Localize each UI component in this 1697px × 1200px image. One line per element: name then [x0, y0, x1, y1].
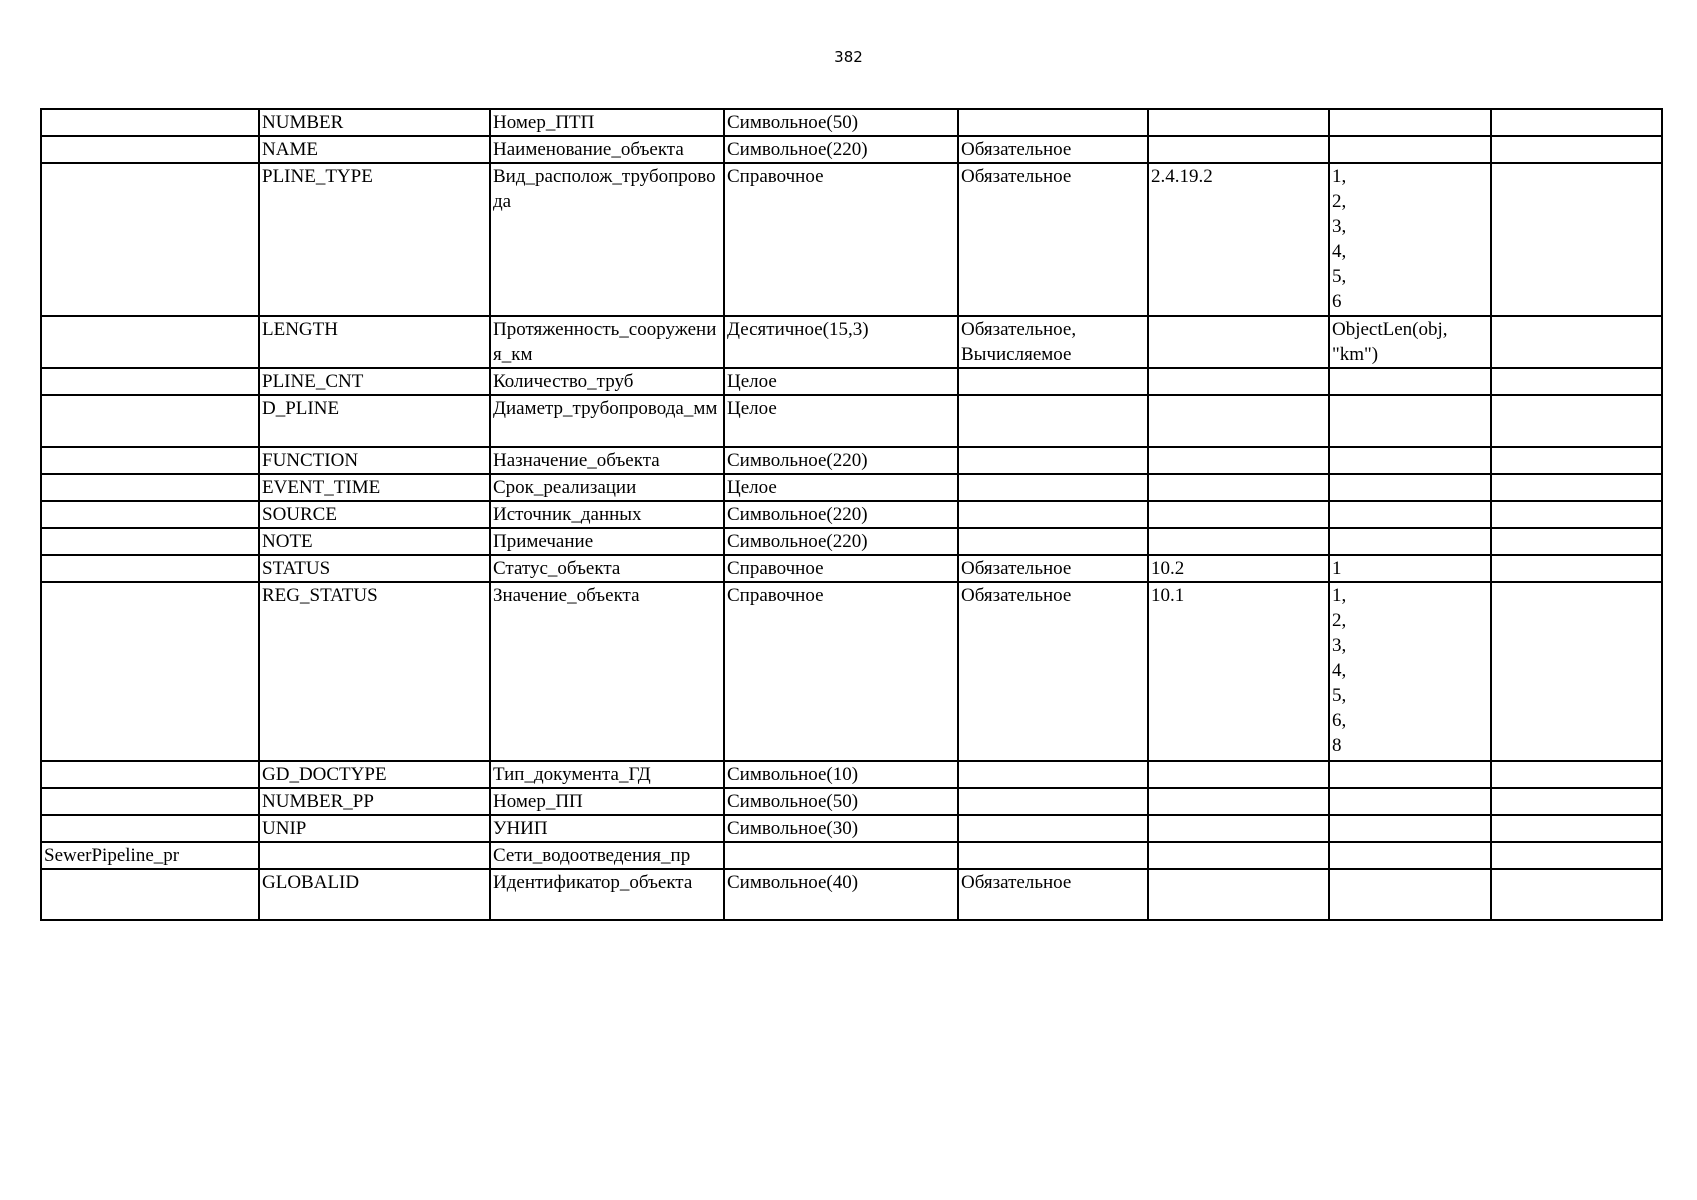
field-name-text: GLOBALID: [262, 872, 360, 893]
note-cell: [1491, 474, 1662, 501]
data-type-text: Символьное(50): [727, 791, 859, 812]
allowed-values-cell: [1329, 474, 1491, 501]
field-alias-text: Идентификатор_объекта: [493, 872, 693, 893]
data-type-text: Символьное(220): [727, 139, 868, 160]
field-name-text: D_PLINE: [262, 398, 340, 419]
data-type-cell: [724, 316, 958, 368]
field-name-cell: [259, 368, 490, 395]
note-cell: [1491, 395, 1662, 447]
table-row: [41, 316, 1662, 368]
requirement-text: Обязательное: [961, 558, 1072, 579]
field-name-text: NAME: [262, 139, 318, 160]
field-alias-text: Вид_располож_трубопровода: [493, 166, 716, 212]
table-row: [41, 474, 1662, 501]
field-alias-cell: [490, 109, 724, 136]
field-name-text: STATUS: [262, 558, 331, 579]
field-alias-cell: [490, 788, 724, 815]
field-alias-cell: [490, 842, 724, 869]
note-cell: [1491, 788, 1662, 815]
table-row: [41, 869, 1662, 920]
layer-name-cell: [41, 555, 259, 582]
classifier-ref-cell: [1148, 788, 1329, 815]
field-alias-text: Диаметр_трубопровода_мм: [493, 398, 718, 419]
data-type-text: Символьное(220): [727, 504, 868, 525]
data-type-cell: [724, 163, 958, 316]
field-name-cell: [259, 501, 490, 528]
allowed-values-cell: [1329, 528, 1491, 555]
classifier-ref-text: 10.2: [1151, 558, 1185, 579]
allowed-values-cell: [1329, 136, 1491, 163]
field-alias-text: УНИП: [493, 818, 548, 839]
data-type-text: Справочное: [727, 558, 824, 579]
layer-name-cell: [41, 528, 259, 555]
layer-name-cell: [41, 869, 259, 920]
data-type-cell: [724, 395, 958, 447]
table-row: [41, 761, 1662, 788]
note-cell: [1491, 555, 1662, 582]
table-row: [41, 788, 1662, 815]
field-alias-cell: [490, 761, 724, 788]
allowed-values-cell: [1329, 447, 1491, 474]
allowed-values-cell: [1329, 395, 1491, 447]
field-name-cell: [259, 761, 490, 788]
data-type-cell: [724, 788, 958, 815]
requirement-cell: [958, 447, 1148, 474]
classifier-ref-text: 2.4.19.2: [1151, 166, 1213, 187]
field-alias-cell: [490, 528, 724, 555]
data-type-text: Символьное(30): [727, 818, 859, 839]
table-row: [41, 555, 1662, 582]
field-alias-cell: [490, 555, 724, 582]
note-cell: [1491, 842, 1662, 869]
classifier-ref-cell: [1148, 447, 1329, 474]
allowed-values-text: ObjectLen(obj, "km"): [1332, 319, 1448, 365]
layer-name-cell: [41, 316, 259, 368]
note-cell: [1491, 316, 1662, 368]
classifier-ref-cell: [1148, 528, 1329, 555]
table-row: [41, 368, 1662, 395]
table-row: [41, 136, 1662, 163]
note-cell: [1491, 109, 1662, 136]
field-alias-text: Источник_данных: [493, 504, 642, 525]
table-row: [41, 582, 1662, 761]
requirement-cell: [958, 136, 1148, 163]
note-cell: [1491, 501, 1662, 528]
data-type-cell: [724, 582, 958, 761]
allowed-values-cell: [1329, 582, 1491, 761]
field-alias-cell: [490, 474, 724, 501]
layer-name-cell: [41, 395, 259, 447]
layer-name-cell: [41, 501, 259, 528]
classifier-ref-cell: [1148, 316, 1329, 368]
data-type-text: Символьное(220): [727, 531, 868, 552]
requirement-text: Обязательное: [961, 166, 1072, 187]
classifier-ref-cell: [1148, 395, 1329, 447]
requirement-text: Обязательное: [961, 585, 1072, 606]
field-name-cell: [259, 109, 490, 136]
data-type-cell: [724, 501, 958, 528]
field-alias-text: Номер_ПП: [493, 791, 583, 812]
allowed-values-cell: [1329, 842, 1491, 869]
allowed-values-text: 1, 2, 3, 4, 5, 6, 8: [1332, 585, 1347, 756]
requirement-text: Обязательное: [961, 872, 1072, 893]
classifier-ref-cell: [1148, 555, 1329, 582]
classifier-ref-cell: [1148, 582, 1329, 761]
note-cell: [1491, 136, 1662, 163]
requirement-cell: [958, 501, 1148, 528]
note-cell: [1491, 528, 1662, 555]
classifier-ref-cell: [1148, 842, 1329, 869]
field-name-text: SOURCE: [262, 504, 337, 525]
allowed-values-cell: [1329, 109, 1491, 136]
field-name-text: LENGTH: [262, 319, 338, 340]
allowed-values-cell: [1329, 368, 1491, 395]
requirement-cell: [958, 163, 1148, 316]
field-alias-text: Статус_объекта: [493, 558, 621, 579]
requirement-cell: [958, 815, 1148, 842]
attribute-table: [40, 108, 1663, 921]
field-name-text: REG_STATUS: [262, 585, 378, 606]
field-name-cell: [259, 869, 490, 920]
classifier-ref-cell: [1148, 109, 1329, 136]
allowed-values-cell: [1329, 869, 1491, 920]
requirement-cell: [958, 555, 1148, 582]
data-type-text: Символьное(50): [727, 112, 859, 133]
allowed-values-cell: [1329, 555, 1491, 582]
layer-name-cell: [41, 368, 259, 395]
data-type-cell: [724, 528, 958, 555]
table-row: [41, 163, 1662, 316]
field-alias-text: Назначение_объекта: [493, 450, 660, 471]
field-name-cell: [259, 447, 490, 474]
field-name-text: PLINE_TYPE: [262, 166, 373, 187]
data-type-cell: [724, 815, 958, 842]
data-type-cell: [724, 136, 958, 163]
layer-name-cell: [41, 815, 259, 842]
field-name-text: EVENT_TIME: [262, 477, 381, 498]
field-name-cell: [259, 474, 490, 501]
requirement-cell: [958, 761, 1148, 788]
classifier-ref-cell: [1148, 136, 1329, 163]
layer-name-cell: [41, 474, 259, 501]
note-cell: [1491, 582, 1662, 761]
field-alias-cell: [490, 815, 724, 842]
field-name-text: UNIP: [262, 818, 307, 839]
classifier-ref-cell: [1148, 869, 1329, 920]
field-alias-cell: [490, 501, 724, 528]
field-name-cell: [259, 582, 490, 761]
requirement-text: Обязательное: [961, 139, 1072, 160]
field-alias-cell: [490, 869, 724, 920]
field-name-cell: [259, 136, 490, 163]
requirement-cell: [958, 842, 1148, 869]
data-type-text: Символьное(40): [727, 872, 859, 893]
field-name-text: NUMBER: [262, 112, 344, 133]
classifier-ref-cell: [1148, 815, 1329, 842]
layer-name-cell: [41, 761, 259, 788]
data-type-cell: [724, 555, 958, 582]
field-name-cell: [259, 528, 490, 555]
data-type-cell: [724, 869, 958, 920]
data-type-text: Символьное(10): [727, 764, 859, 785]
data-type-cell: [724, 761, 958, 788]
data-type-text: Справочное: [727, 166, 824, 187]
field-alias-text: Примечание: [493, 531, 594, 552]
allowed-values-text: 1, 2, 3, 4, 5, 6: [1332, 166, 1347, 312]
data-type-text: Целое: [727, 371, 777, 392]
field-name-cell: [259, 395, 490, 447]
layer-name-text: SewerPipeline_pr: [44, 845, 180, 866]
field-name-text: NOTE: [262, 531, 313, 552]
requirement-text: Обязательное, Вычисляемое: [961, 319, 1077, 365]
allowed-values-cell: [1329, 815, 1491, 842]
requirement-cell: [958, 368, 1148, 395]
layer-name-cell: [41, 109, 259, 136]
classifier-ref-cell: [1148, 501, 1329, 528]
note-cell: [1491, 368, 1662, 395]
note-cell: [1491, 447, 1662, 474]
layer-name-cell: [41, 163, 259, 316]
data-type-cell: [724, 447, 958, 474]
allowed-values-cell: [1329, 501, 1491, 528]
allowed-values-cell: [1329, 761, 1491, 788]
data-type-text: Символьное(220): [727, 450, 868, 471]
requirement-cell: [958, 316, 1148, 368]
field-name-cell: [259, 316, 490, 368]
allowed-values-text: 1: [1332, 558, 1342, 579]
field-name-cell: [259, 788, 490, 815]
allowed-values-cell: [1329, 788, 1491, 815]
requirement-cell: [958, 474, 1148, 501]
field-alias-cell: [490, 368, 724, 395]
field-alias-cell: [490, 395, 724, 447]
field-alias-text: Срок_реализации: [493, 477, 637, 498]
field-alias-cell: [490, 136, 724, 163]
note-cell: [1491, 869, 1662, 920]
requirement-cell: [958, 109, 1148, 136]
requirement-cell: [958, 528, 1148, 555]
data-type-text: Целое: [727, 477, 777, 498]
note-cell: [1491, 163, 1662, 316]
field-name-cell: [259, 163, 490, 316]
layer-name-cell: [41, 582, 259, 761]
data-type-cell: [724, 368, 958, 395]
allowed-values-cell: [1329, 163, 1491, 316]
field-alias-text: Номер_ПТП: [493, 112, 595, 133]
field-name-text: PLINE_CNT: [262, 371, 364, 392]
requirement-cell: [958, 869, 1148, 920]
data-type-text: Десятичное(15,3): [727, 319, 869, 340]
table-row: [41, 528, 1662, 555]
classifier-ref-cell: [1148, 761, 1329, 788]
requirement-cell: [958, 788, 1148, 815]
field-alias-text: Протяженность_сооружения_км: [493, 319, 717, 365]
data-type-cell: [724, 842, 958, 869]
field-alias-text: Тип_документа_ГД: [493, 764, 651, 785]
note-cell: [1491, 815, 1662, 842]
classifier-ref-text: 10.1: [1151, 585, 1185, 606]
field-alias-text: Количество_труб: [493, 371, 634, 392]
data-type-text: Справочное: [727, 585, 824, 606]
field-name-cell: [259, 842, 490, 869]
field-name-cell: [259, 555, 490, 582]
layer-name-cell: [41, 788, 259, 815]
table-row: [41, 109, 1662, 136]
field-alias-cell: [490, 582, 724, 761]
page-number: 382: [834, 48, 863, 66]
table-row: [41, 842, 1662, 869]
allowed-values-cell: [1329, 316, 1491, 368]
data-type-text: Целое: [727, 398, 777, 419]
classifier-ref-cell: [1148, 474, 1329, 501]
data-type-cell: [724, 474, 958, 501]
requirement-cell: [958, 395, 1148, 447]
table-row: [41, 501, 1662, 528]
classifier-ref-cell: [1148, 163, 1329, 316]
table-row: [41, 395, 1662, 447]
data-type-cell: [724, 109, 958, 136]
requirement-cell: [958, 582, 1148, 761]
layer-name-cell: [41, 447, 259, 474]
field-name-text: NUMBER_PP: [262, 791, 374, 812]
field-name-text: GD_DOCTYPE: [262, 764, 387, 785]
table-row: [41, 815, 1662, 842]
layer-name-cell: [41, 842, 259, 869]
table-row: [41, 447, 1662, 474]
field-alias-text: Наименование_объекта: [493, 139, 684, 160]
note-cell: [1491, 761, 1662, 788]
field-alias-cell: [490, 316, 724, 368]
field-name-cell: [259, 815, 490, 842]
classifier-ref-cell: [1148, 368, 1329, 395]
field-alias-cell: [490, 447, 724, 474]
layer-name-cell: [41, 136, 259, 163]
field-name-text: FUNCTION: [262, 450, 359, 471]
field-alias-text: Значение_объекта: [493, 585, 640, 606]
field-alias-text: Сети_водоотведения_пр: [493, 845, 691, 866]
field-alias-cell: [490, 163, 724, 316]
